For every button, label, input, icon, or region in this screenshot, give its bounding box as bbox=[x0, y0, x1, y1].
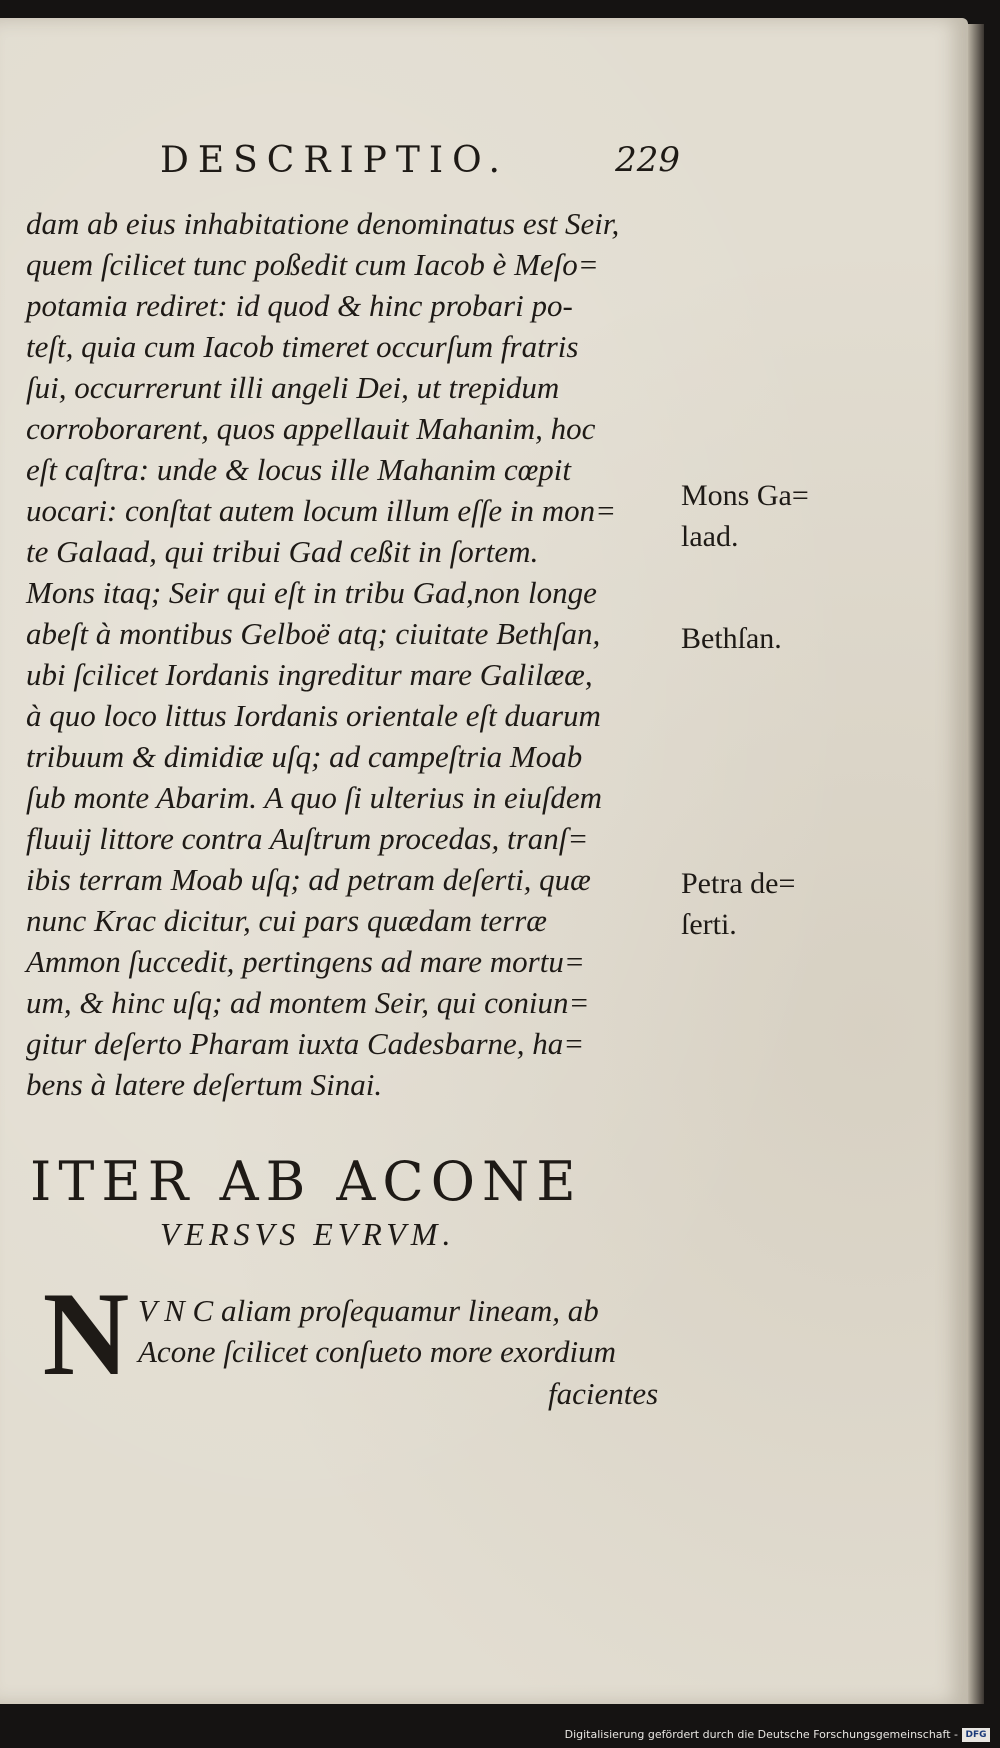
text-line: Acone ſcilicet conſueto more exordium bbox=[138, 1334, 617, 1369]
section-paragraph bbox=[138, 1290, 698, 1372]
book-page bbox=[0, 18, 968, 1704]
text-line: Ammon ſuccedit, pertingens ad mare mortu= bbox=[26, 944, 585, 979]
text-line: ubi ſcilicet Iordanis ingreditur mare Galilææ, bbox=[26, 657, 593, 692]
page-edge bbox=[968, 24, 984, 1704]
footer-credit: Digitalisierung gefördert durch die Deutsche Forschungsgemeinschaft - bbox=[564, 1728, 958, 1741]
text-line: tribuum & dimidiæ uſq; ad campeſtria Moab bbox=[26, 739, 583, 774]
margin-note-petra-deserti bbox=[681, 863, 831, 945]
text-line: quem ſcilicet tunc poßedit cum Iacob è Meſo= bbox=[26, 247, 599, 282]
section-subheading: VERSVS EVRVM. bbox=[160, 1216, 456, 1252]
running-header bbox=[160, 140, 680, 190]
running-title: DESCRIPTIO. bbox=[160, 140, 509, 181]
text-line: bens à latere deſertum Sinai. bbox=[26, 1067, 383, 1102]
margin-note-line: Petra de= bbox=[681, 867, 796, 900]
margin-note-line: ſerti. bbox=[681, 908, 737, 941]
text-line: dam ab eius inhabitatione denominatus est Seir, bbox=[26, 206, 620, 241]
catchword: facientes bbox=[548, 1376, 659, 1411]
text-line: teſt, quia cum Iacob timeret occurſum fratris bbox=[26, 329, 579, 364]
text-line: um, & hinc uſq; ad montem Seir, qui coniun= bbox=[26, 985, 590, 1020]
text-line: ibis terram Moab uſq; ad petram deſerti, quæ bbox=[26, 862, 591, 897]
drop-cap: N bbox=[42, 1267, 130, 1400]
text-line: potamia rediret: id quod & hinc probari po- bbox=[26, 288, 573, 323]
text-line: nunc Krac dicitur, cui pars quædam terræ bbox=[26, 903, 547, 938]
text-line: corroborarent, quos appellauit Mahanim, hoc bbox=[26, 411, 596, 446]
margin-note-bethsan bbox=[681, 618, 831, 659]
margin-note-mons-galaad bbox=[681, 475, 831, 557]
page-number: 229 bbox=[615, 140, 680, 180]
text-line: ſub monte Abarim. A quo ſi ulterius in eiuſdem bbox=[26, 780, 603, 815]
body-paragraph bbox=[26, 203, 686, 1105]
text-line: à quo loco littus Iordanis orientale eſt duarum bbox=[26, 698, 601, 733]
text-line: ſui, occurrerunt illi angeli Dei, ut trepidum bbox=[26, 370, 560, 405]
margin-note-line: Mons Ga= bbox=[681, 479, 809, 512]
text-line: V N C aliam proſequamur lineam, ab bbox=[138, 1293, 599, 1328]
dfg-logo: DFG bbox=[962, 1728, 990, 1742]
text-line: te Galaad, qui tribui Gad ceßit in ſortem. bbox=[26, 534, 539, 569]
margin-note-line: laad. bbox=[681, 520, 739, 553]
margin-note-line: Bethſan. bbox=[681, 622, 782, 655]
text-line: gitur deſerto Pharam iuxta Cadesbarne, ha= bbox=[26, 1026, 585, 1061]
section-heading: ITER AB ACONE bbox=[30, 1150, 583, 1213]
text-line: fluuij littore contra Auſtrum procedas, tranſ= bbox=[26, 821, 589, 856]
digitization-footer bbox=[0, 1724, 1000, 1748]
text-line: abeſt à montibus Gelboë atq; ciuitate Bethſan, bbox=[26, 616, 601, 651]
text-line: uocari: conſtat autem locum illum eſſe in mon= bbox=[26, 493, 617, 528]
text-line: eſt caſtra: unde & locus ille Mahanim cœpit bbox=[26, 452, 571, 487]
text-line: Mons itaq; Seir qui eſt in tribu Gad,non longe bbox=[26, 575, 597, 610]
